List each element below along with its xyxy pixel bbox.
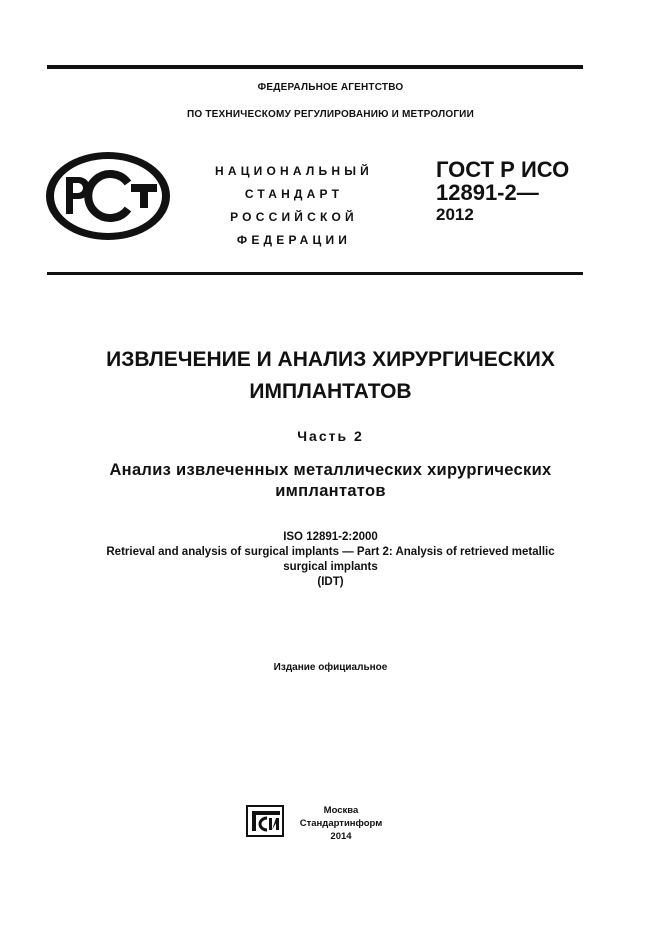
iso-reference — [0, 530, 661, 590]
publication-year: 2014 — [330, 831, 352, 842]
iso-title-line-2: surgical implants — [283, 561, 378, 573]
designation-year: 2012 — [436, 205, 474, 224]
iso-equivalence: (IDT) — [317, 576, 344, 588]
designation-line-2: 12891-2— — [436, 180, 539, 205]
publisher-city: Москва — [323, 805, 359, 816]
standard-type-line-3: РОССИЙСКОЙ — [230, 210, 358, 224]
agency-name-line-1: ФЕДЕРАЛЬНОЕ АГЕНТСТВО — [257, 82, 404, 93]
agency-name-line-2: ПО ТЕХНИЧЕСКОМУ РЕГУЛИРОВАНИЮ И МЕТРОЛОГИИ — [187, 109, 474, 120]
part-title-line-1: Анализ извлеченных металлических хирургических — [109, 461, 552, 479]
standard-designation — [436, 158, 569, 226]
document-title-line-2: ИМПЛАНТАТОВ — [249, 380, 412, 403]
iso-number: ISO 12891-2:2000 — [283, 531, 378, 543]
part-title-line-2: имплантатов — [275, 482, 386, 500]
document-title — [0, 344, 661, 408]
edition-note: Издание официальное — [273, 662, 388, 673]
standard-type-line-1: НАЦИОНАЛЬНЫЙ — [214, 164, 374, 178]
designation-line-1: ГОСТ Р ИСО — [436, 157, 570, 182]
iso-title-line-1: Retrieval and analysis of surgical implants — Part 2: Analysis of retrieved metallic — [106, 546, 555, 558]
part-label: Часть 2 — [297, 428, 364, 444]
top-rule — [47, 65, 583, 69]
publisher-name: Стандартинформ — [299, 818, 383, 829]
middle-rule — [47, 272, 583, 275]
document-title-line-1: ИЗВЛЕЧЕНИЕ И АНАЛИЗ ХИРУРГИЧЕСКИХ — [106, 348, 555, 371]
standard-type-block — [205, 160, 383, 252]
standard-type-line-2: СТАНДАРТ — [244, 187, 344, 201]
part-title — [0, 460, 661, 502]
standartinform-logo-icon — [246, 805, 284, 837]
gost-r-certification-mark-icon — [44, 150, 172, 242]
standard-type-line-4: ФЕДЕРАЦИИ — [236, 233, 352, 247]
publisher-imprint — [290, 804, 392, 843]
